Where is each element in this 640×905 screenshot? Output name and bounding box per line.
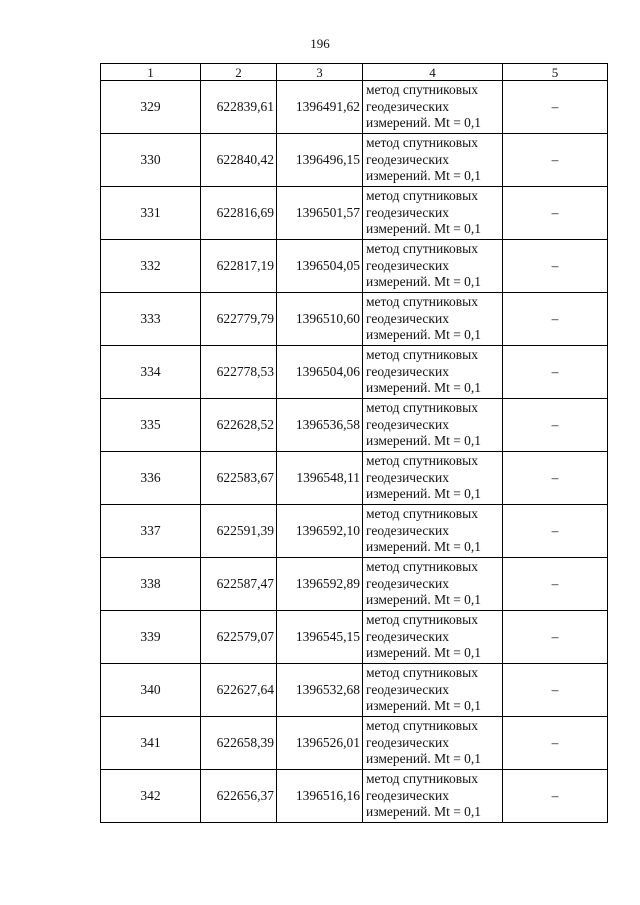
table-row xyxy=(101,452,608,505)
x-coordinate-cell: 622591,39 xyxy=(201,505,277,558)
table-row xyxy=(101,399,608,452)
header-row xyxy=(101,64,608,81)
method-cell xyxy=(363,81,503,134)
note-cell: – xyxy=(503,611,608,664)
note-cell: – xyxy=(503,346,608,399)
method-line: метод спутниковых xyxy=(366,294,478,310)
note-cell: – xyxy=(503,293,608,346)
method-line: метод спутниковых xyxy=(366,135,478,151)
method-line: измерений. Mt = 0,1 xyxy=(366,804,482,820)
method-line: геодезических xyxy=(366,98,449,114)
table-row xyxy=(101,81,608,134)
method-cell xyxy=(363,293,503,346)
method-line: метод спутниковых xyxy=(366,347,478,363)
x-coordinate-cell: 622656,37 xyxy=(201,770,277,823)
method-line: геодезических xyxy=(366,469,449,485)
note-cell: – xyxy=(503,717,608,770)
method-line: геодезических xyxy=(366,681,449,697)
point-number-cell: 333 xyxy=(101,293,201,346)
method-line: геодезических xyxy=(366,628,449,644)
method-line: метод спутниковых xyxy=(366,506,478,522)
note-cell: – xyxy=(503,81,608,134)
y-coordinate-cell: 1396536,58 xyxy=(277,399,363,452)
table-header xyxy=(101,64,608,81)
method-line: измерений. Mt = 0,1 xyxy=(366,115,482,131)
note-cell: – xyxy=(503,399,608,452)
x-coordinate-cell: 622778,53 xyxy=(201,346,277,399)
method-line: измерений. Mt = 0,1 xyxy=(366,698,482,714)
y-coordinate-cell: 1396526,01 xyxy=(277,717,363,770)
y-coordinate-cell: 1396592,89 xyxy=(277,558,363,611)
note-cell: – xyxy=(503,452,608,505)
method-cell xyxy=(363,134,503,187)
method-cell xyxy=(363,505,503,558)
table-row xyxy=(101,611,608,664)
y-coordinate-cell: 1396504,06 xyxy=(277,346,363,399)
y-coordinate-cell: 1396545,15 xyxy=(277,611,363,664)
method-line: измерений. Mt = 0,1 xyxy=(366,327,482,343)
note-cell: – xyxy=(503,134,608,187)
method-line: геодезических xyxy=(366,734,449,750)
method-line: геодезических xyxy=(366,310,449,326)
x-coordinate-cell: 622627,64 xyxy=(201,664,277,717)
header-col-4: 4 xyxy=(363,64,503,81)
method-line: измерений. Mt = 0,1 xyxy=(366,539,482,555)
method-line: метод спутниковых xyxy=(366,612,478,628)
method-line: геодезических xyxy=(366,151,449,167)
point-number-cell: 331 xyxy=(101,187,201,240)
method-line: метод спутниковых xyxy=(366,559,478,575)
method-cell xyxy=(363,399,503,452)
point-number-cell: 335 xyxy=(101,399,201,452)
coordinates-table xyxy=(100,63,608,823)
method-cell xyxy=(363,240,503,293)
method-line: геодезических xyxy=(366,787,449,803)
x-coordinate-cell: 622658,39 xyxy=(201,717,277,770)
note-cell: – xyxy=(503,770,608,823)
x-coordinate-cell: 622839,61 xyxy=(201,81,277,134)
y-coordinate-cell: 1396496,15 xyxy=(277,134,363,187)
x-coordinate-cell: 622816,69 xyxy=(201,187,277,240)
header-col-2: 2 xyxy=(201,64,277,81)
header-col-5: 5 xyxy=(503,64,608,81)
header-col-3: 3 xyxy=(277,64,363,81)
y-coordinate-cell: 1396504,05 xyxy=(277,240,363,293)
point-number-cell: 337 xyxy=(101,505,201,558)
table-row xyxy=(101,558,608,611)
y-coordinate-cell: 1396548,11 xyxy=(277,452,363,505)
method-cell xyxy=(363,187,503,240)
method-line: измерений. Mt = 0,1 xyxy=(366,645,482,661)
method-cell xyxy=(363,717,503,770)
y-coordinate-cell: 1396516,16 xyxy=(277,770,363,823)
method-cell xyxy=(363,664,503,717)
method-line: геодезических xyxy=(366,416,449,432)
table-row xyxy=(101,240,608,293)
method-line: геодезических xyxy=(366,575,449,591)
method-cell xyxy=(363,452,503,505)
method-cell xyxy=(363,558,503,611)
point-number-cell: 330 xyxy=(101,134,201,187)
method-line: геодезических xyxy=(366,363,449,379)
y-coordinate-cell: 1396532,68 xyxy=(277,664,363,717)
method-line: метод спутниковых xyxy=(366,400,478,416)
point-number-cell: 339 xyxy=(101,611,201,664)
note-cell: – xyxy=(503,240,608,293)
method-line: метод спутниковых xyxy=(366,241,478,257)
point-number-cell: 332 xyxy=(101,240,201,293)
y-coordinate-cell: 1396592,10 xyxy=(277,505,363,558)
method-cell xyxy=(363,611,503,664)
method-line: метод спутниковых xyxy=(366,453,478,469)
method-line: измерений. Mt = 0,1 xyxy=(366,274,482,290)
table-row xyxy=(101,717,608,770)
x-coordinate-cell: 622579,07 xyxy=(201,611,277,664)
point-number-cell: 338 xyxy=(101,558,201,611)
table-row xyxy=(101,187,608,240)
method-line: геодезических xyxy=(366,257,449,273)
x-coordinate-cell: 622587,47 xyxy=(201,558,277,611)
y-coordinate-cell: 1396510,60 xyxy=(277,293,363,346)
page-number: 196 xyxy=(310,36,330,51)
point-number-cell: 336 xyxy=(101,452,201,505)
x-coordinate-cell: 622583,67 xyxy=(201,452,277,505)
method-line: измерений. Mt = 0,1 xyxy=(366,221,482,237)
table-row xyxy=(101,770,608,823)
note-cell: – xyxy=(503,558,608,611)
note-cell: – xyxy=(503,505,608,558)
point-number-cell: 329 xyxy=(101,81,201,134)
note-cell: – xyxy=(503,664,608,717)
method-line: геодезических xyxy=(366,522,449,538)
method-line: измерений. Mt = 0,1 xyxy=(366,168,482,184)
x-coordinate-cell: 622779,79 xyxy=(201,293,277,346)
method-line: геодезических xyxy=(366,204,449,220)
table-row xyxy=(101,346,608,399)
table-row xyxy=(101,293,608,346)
method-line: метод спутниковых xyxy=(366,665,478,681)
table-row xyxy=(101,664,608,717)
method-cell xyxy=(363,770,503,823)
point-number-cell: 342 xyxy=(101,770,201,823)
method-line: метод спутниковых xyxy=(366,188,478,204)
method-line: метод спутниковых xyxy=(366,718,478,734)
method-line: измерений. Mt = 0,1 xyxy=(366,751,482,767)
method-line: метод спутниковых xyxy=(366,82,478,98)
header-col-1: 1 xyxy=(101,64,201,81)
y-coordinate-cell: 1396501,57 xyxy=(277,187,363,240)
method-cell xyxy=(363,346,503,399)
point-number-cell: 341 xyxy=(101,717,201,770)
point-number-cell: 334 xyxy=(101,346,201,399)
method-line: измерений. Mt = 0,1 xyxy=(366,486,482,502)
method-line: измерений. Mt = 0,1 xyxy=(366,433,482,449)
table-row xyxy=(101,505,608,558)
method-line: измерений. Mt = 0,1 xyxy=(366,592,482,608)
point-number-cell: 340 xyxy=(101,664,201,717)
method-line: метод спутниковых xyxy=(366,771,478,787)
y-coordinate-cell: 1396491,62 xyxy=(277,81,363,134)
x-coordinate-cell: 622840,42 xyxy=(201,134,277,187)
table-body xyxy=(101,81,608,823)
note-cell: – xyxy=(503,187,608,240)
x-coordinate-cell: 622817,19 xyxy=(201,240,277,293)
table-row xyxy=(101,134,608,187)
method-line: измерений. Mt = 0,1 xyxy=(366,380,482,396)
x-coordinate-cell: 622628,52 xyxy=(201,399,277,452)
